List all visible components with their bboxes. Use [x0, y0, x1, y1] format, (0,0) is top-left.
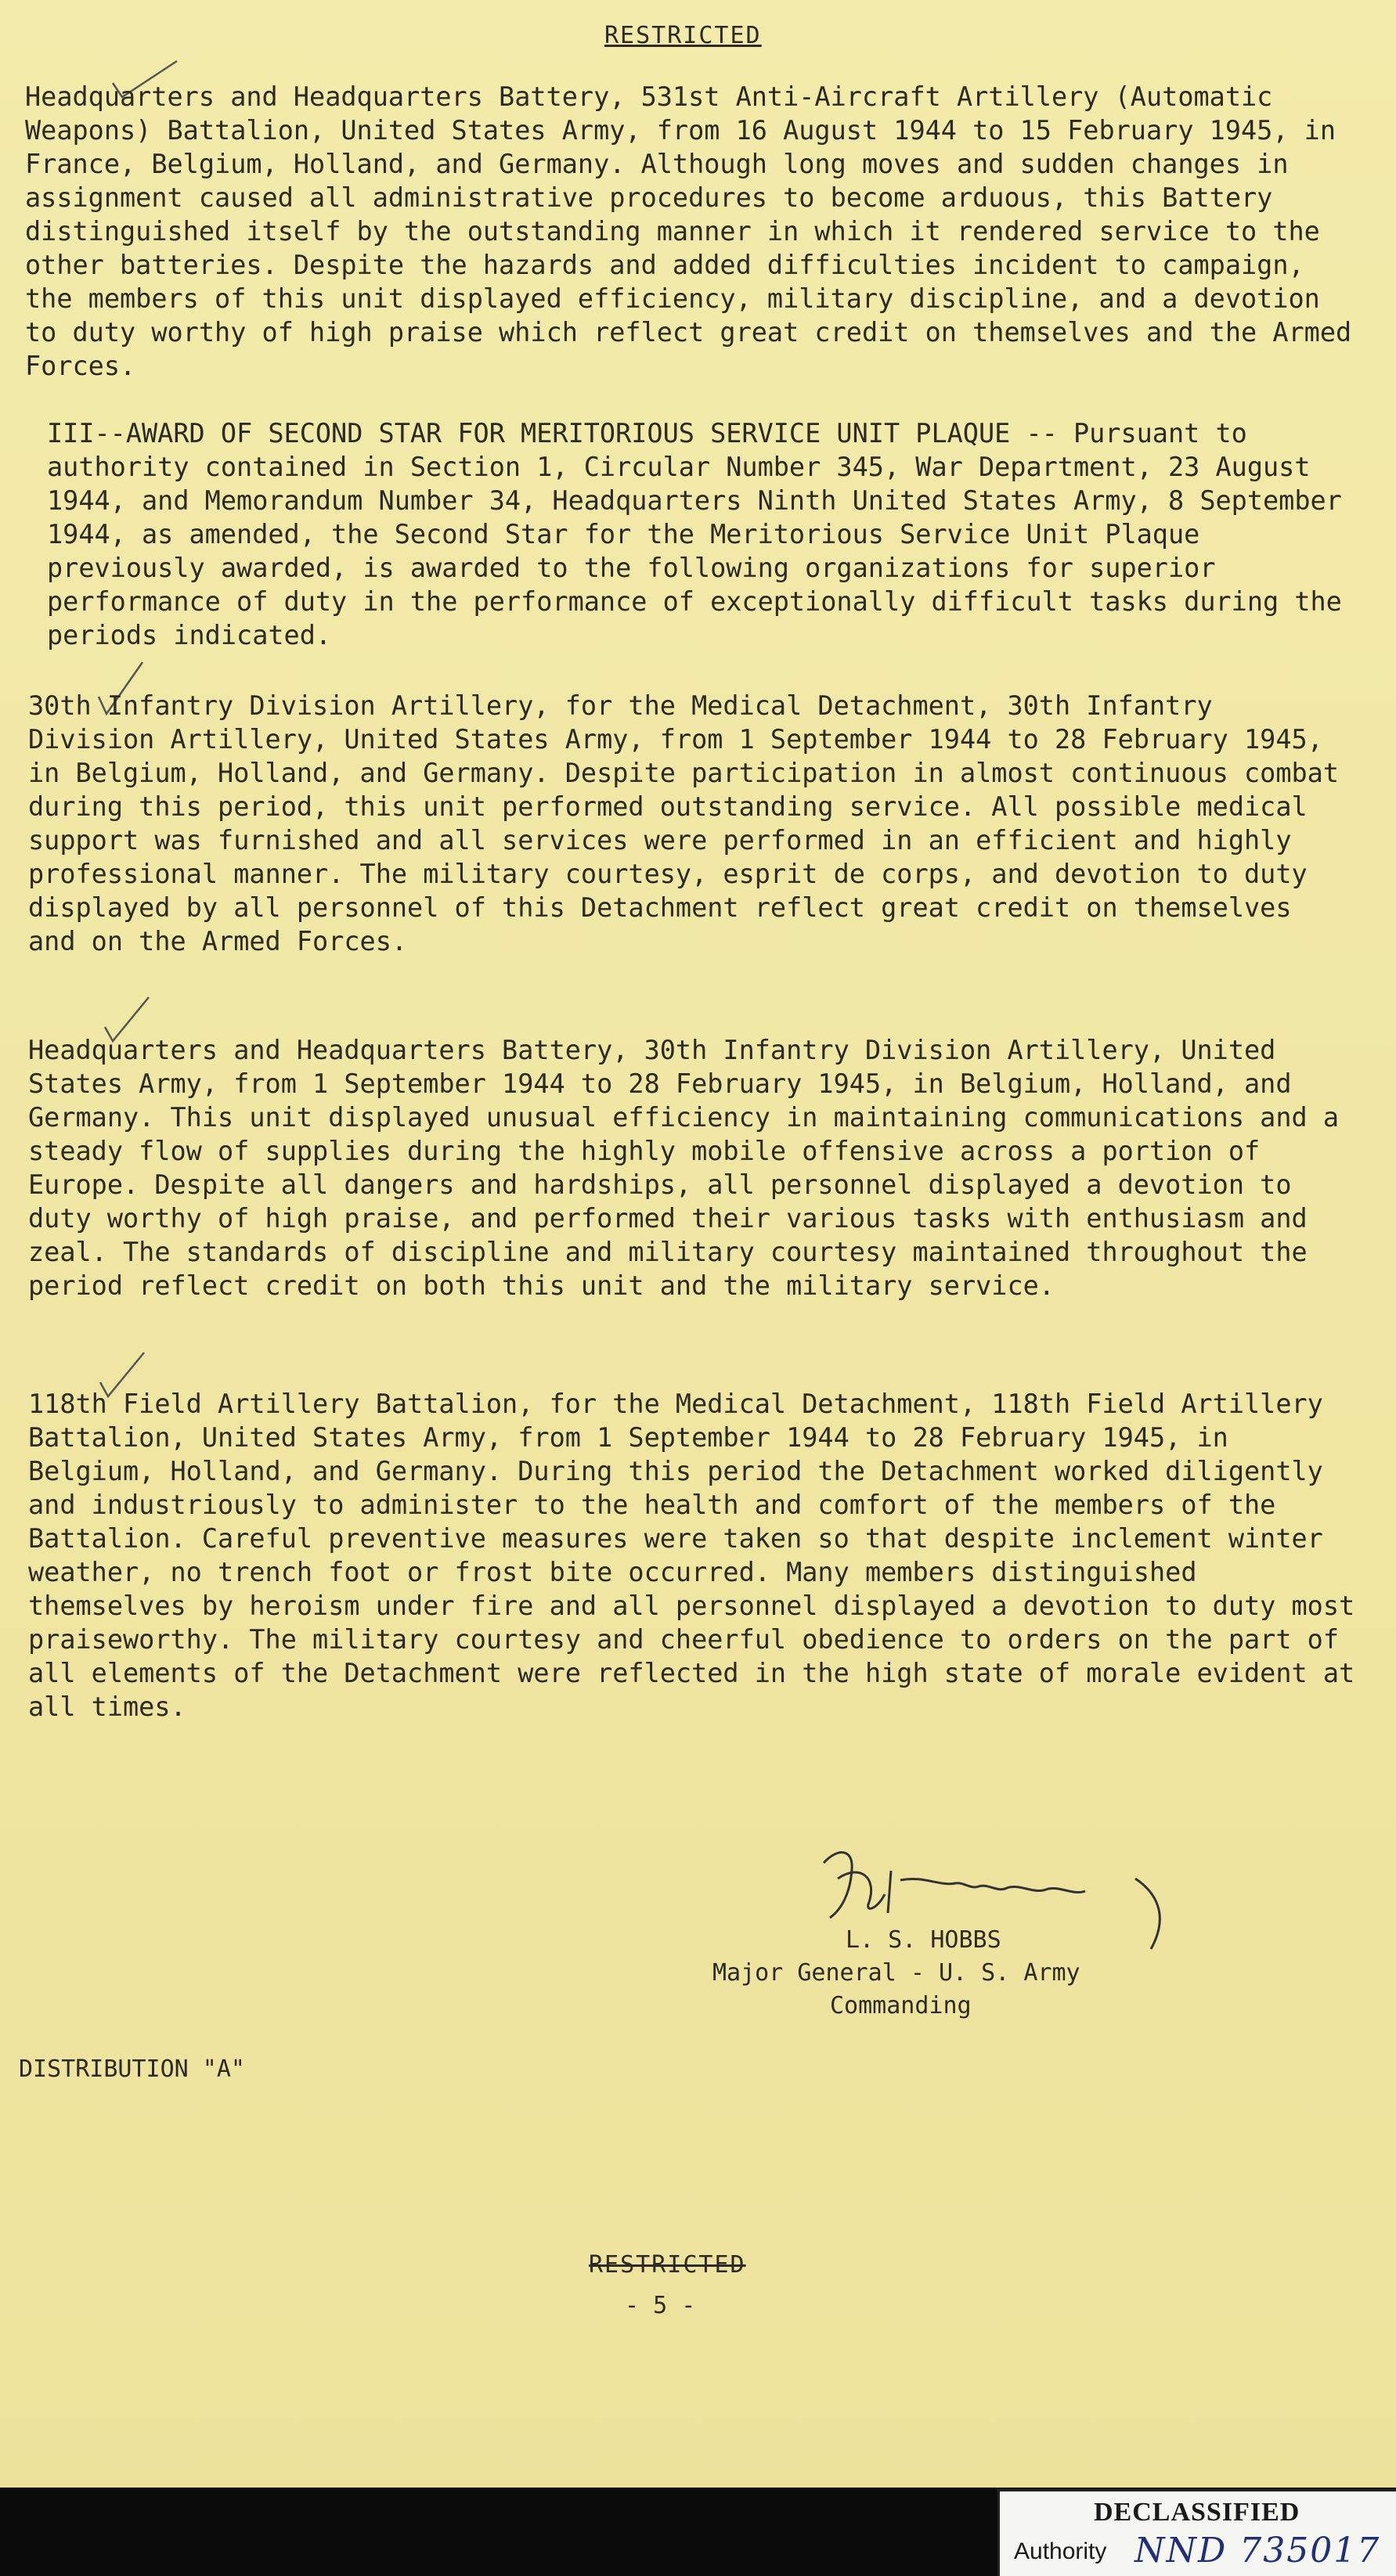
declassified-title: DECLASSIFIED: [1094, 2498, 1300, 2527]
distribution-line: DISTRIBUTION "A": [19, 2055, 245, 2083]
authority-label: Authority: [1014, 2538, 1107, 2564]
declassified-stamp: [997, 2489, 1396, 2576]
paragraph-30th-division-hq-battery: Headquarters and Headquarters Battery, 30th Infantry Division Artillery, United States Army, from 1 September 1944 to 28 February 1945, in Belgium, Holland, and Germany. This unit displayed unusual efficiency in maintaining communications and a steady flow of supplies during the highly mobile offensive across a portion of Europe. Despite all dangers and hardships, all personnel displayed a devotion to duty worthy of high praise, and performed their various tasks with enthusiasm and zeal. The standards of discipline and military courtesy maintained throughout the period reflect credit on both this unit and the military service.: [28, 1035, 1355, 1301]
signature-block: [689, 1924, 1190, 2023]
classification-footer: RESTRICTED: [589, 2251, 746, 2279]
paragraph-award-second-star: III--AWARD OF SECOND STAR FOR MERITORIOUS SERVICE UNIT PLAQUE -- Pursuant to authority contained in Section 1, Circular Number 345, War Department, 23 August 1944, and Memorandum Number 34, Headquarters Ninth United States Army, 8 September 1944, as amended, the Second Star for the Meritorious Service Unit Plaque previously awarded, is awarded to the following organizations for superior performance of duty in the performance of exceptionally difficult tasks during the periods indicated.: [47, 418, 1358, 650]
paragraph-118th-field-artillery: 118th Field Artillery Battalion, for the Medical Detachment, 118th Field Artillery Battalion, United States Army, from 1 September 1944 to 28 February 1945, in Belgium, Holland, and Germany. During this period the Detachment worked diligently and industriously to administer to the health and comfort of the members of the Battalion. Careful preventive measures were taken so that despite inclement winter weather, no trench foot or frost bite occurred. Many members distinguished themselves by heroism under fire and all personnel displayed a devotion to duty most praiseworthy. The military courtesy and cheerful obedience to orders on the part of all elements of the Detachment were reflected in the high state of morale evident at all times.: [28, 1389, 1371, 1722]
authority-number: NND 735017: [1134, 2531, 1381, 2571]
signatory-role: Commanding: [830, 1992, 972, 2019]
paragraph-531st-battery: Headquarters and Headquarters Battery, 531st Anti-Aircraft Artillery (Automatic Weapons) Battalion, United States Army, from 16 August 1944 to 15 February 1945, in France, Belgium, Holland, and Germany. Although long moves and sudden changes in assignment caused all administrative procedures to become arduous, this Battery distinguished itself by the outstanding manner in which it rendered service to the other batteries. Despite the hazards and added difficulties incident to campaign, the members of this unit displayed efficiency, military discipline, and a devotion to duty worthy of high praise which reflect great credit on themselves and the Armed Forces.: [25, 81, 1368, 381]
page-number: - 5 -: [625, 2292, 696, 2319]
paragraph-30th-division-medical: 30th Infantry Division Artillery, for the Medical Detachment, 30th Infantry Division Artillery, United States Army, from 1 September 1944 to 28 February 1945, in Belgium, Holland, and Germany. Despite participation in almost continuous combat during this period, this unit performed outstanding service. All possible medical support was furnished and all services were performed in an efficient and highly professional manner. The military courtesy, esprit de corps, and devotion to duty displayed by all personnel of this Detachment reflect great credit on themselves and on the Armed Forces.: [28, 690, 1355, 957]
signatory-name: L. S. HOBBS: [846, 1926, 1001, 1954]
signatory-title: Major General - U. S. Army: [712, 1959, 1080, 1987]
classification-header: RESTRICTED: [604, 22, 762, 49]
